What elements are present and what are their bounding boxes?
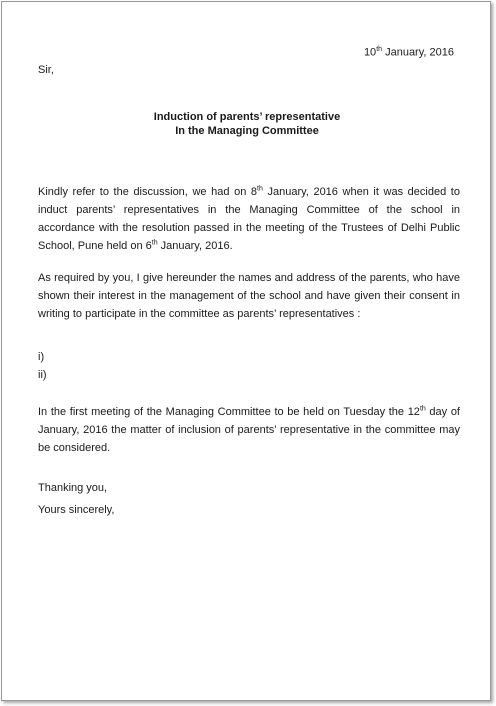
paragraph-reference-part-c: January, 2016. <box>157 240 233 252</box>
paragraph-reference-part-a: Kindly refer to the discussion, we had on 8 <box>38 186 258 198</box>
paragraph-meeting-part-b: day of January, 2016 the matter of inclusion of parents’ representative in the committee may be considered. <box>38 406 460 454</box>
paragraph-reference-sup-b: th <box>151 239 158 247</box>
parents-list <box>38 348 460 384</box>
paragraph-meeting-sup: th <box>419 405 426 413</box>
closing-thanks: Thanking you, <box>38 482 108 494</box>
paragraph-meeting-part-a: In the first meeting of the Managing Committee to be held on Tuesday the 12 <box>38 406 420 418</box>
subject-heading <box>2 110 492 138</box>
closing-signoff: Yours sincerely, <box>38 504 115 516</box>
list-item: ii) <box>38 369 47 381</box>
paragraph-reference-part-b: January, 2016 when it was decided to induct parents’ representatives in the Managing Committee of the school in accordance with the resolution passed in the meeting of the Trustees of Delhi Public School, Pune held on 6 <box>38 186 460 252</box>
salutation: Sir, <box>38 64 54 76</box>
paragraph-reference-sup-a: th <box>257 185 263 193</box>
subject-line-2: In the Managing Committee <box>175 125 319 137</box>
letter-date <box>364 46 454 59</box>
letter-page <box>1 1 491 701</box>
list-item: i) <box>38 351 45 363</box>
subject-line-1: Induction of parents’ representative <box>153 111 341 123</box>
paragraph-meeting <box>38 403 460 457</box>
date-day: 10 <box>363 46 377 59</box>
paragraph-parents-list-intro: As required by you, I give hereunder the names and address of the parents, who have shown their interest in the management of the school and have given their consent in writing to participate in the committee as parents’ representatives : <box>38 272 460 320</box>
date-suffix: th <box>376 46 383 53</box>
paragraph-reference <box>38 183 460 255</box>
date-rest: January, 2016 <box>382 46 454 59</box>
